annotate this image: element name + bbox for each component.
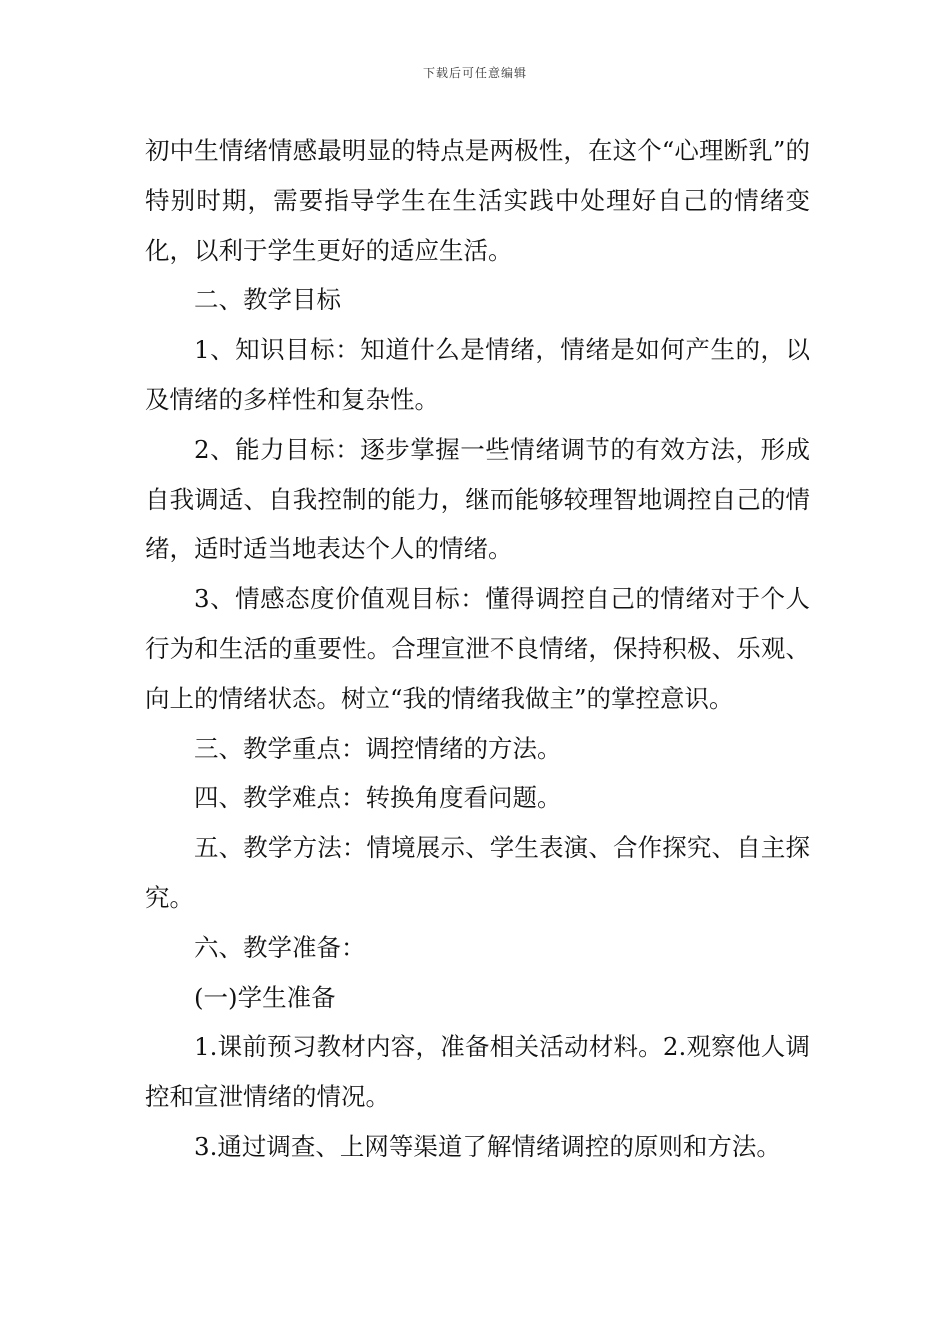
section-heading-key-point: 三、教学重点：调控情绪的方法。 <box>194 733 562 763</box>
paragraph-prep-item-3: 3.通过调查、上网等渠道了解情绪调控的原则和方法。 <box>194 1131 781 1161</box>
section-heading-preparation: 六、教学准备： <box>194 932 366 962</box>
section-heading-difficulty: 四、教学难点：转换角度看问题。 <box>194 783 562 813</box>
document-body <box>145 126 810 1172</box>
subsection-heading-student-prep: (一)学生准备 <box>194 982 336 1012</box>
paragraph-attitude-goal: 3、情感态度价值观目标：懂得调控自己的情绪对于个人行为和生活的重要性。合理宣泄不良情绪，保持积极、乐观、向上的情绪状态。树立“我的情绪我做主”的掌控意识。 <box>145 584 810 713</box>
paragraph-ability-goal: 2、能力目标：逐步掌握一些情绪调节的有效方法，形成自我调适、自我控制的能力，继而能够较理智地调控自己的情绪，适时适当地表达个人的情绪。 <box>145 434 810 564</box>
section-heading-teaching-method: 五、教学方法：情境展示、学生表演、合作探究、自主探究。 <box>145 833 810 912</box>
paragraph-prep-items-1-2: 1.课前预习教材内容，准备相关活动材料。2.观察他人调控和宣泄情绪的情况。 <box>145 1032 810 1112</box>
page-header: 下载后可任意编辑 <box>422 66 527 80</box>
paragraph-knowledge-goal: 1、知识目标：知道什么是情绪，情绪是如何产生的，以及情绪的多样性和复杂性。 <box>145 335 810 414</box>
section-heading-teaching-goals: 二、教学目标 <box>194 285 341 315</box>
paragraph-intro: 初中生情绪情感最明显的特点是两极性，在这个“心理断乳”的特别时期，需要指导学生在生活实践中处理好自己的情绪变化，以利于学生更好的适应生活。 <box>145 136 810 265</box>
